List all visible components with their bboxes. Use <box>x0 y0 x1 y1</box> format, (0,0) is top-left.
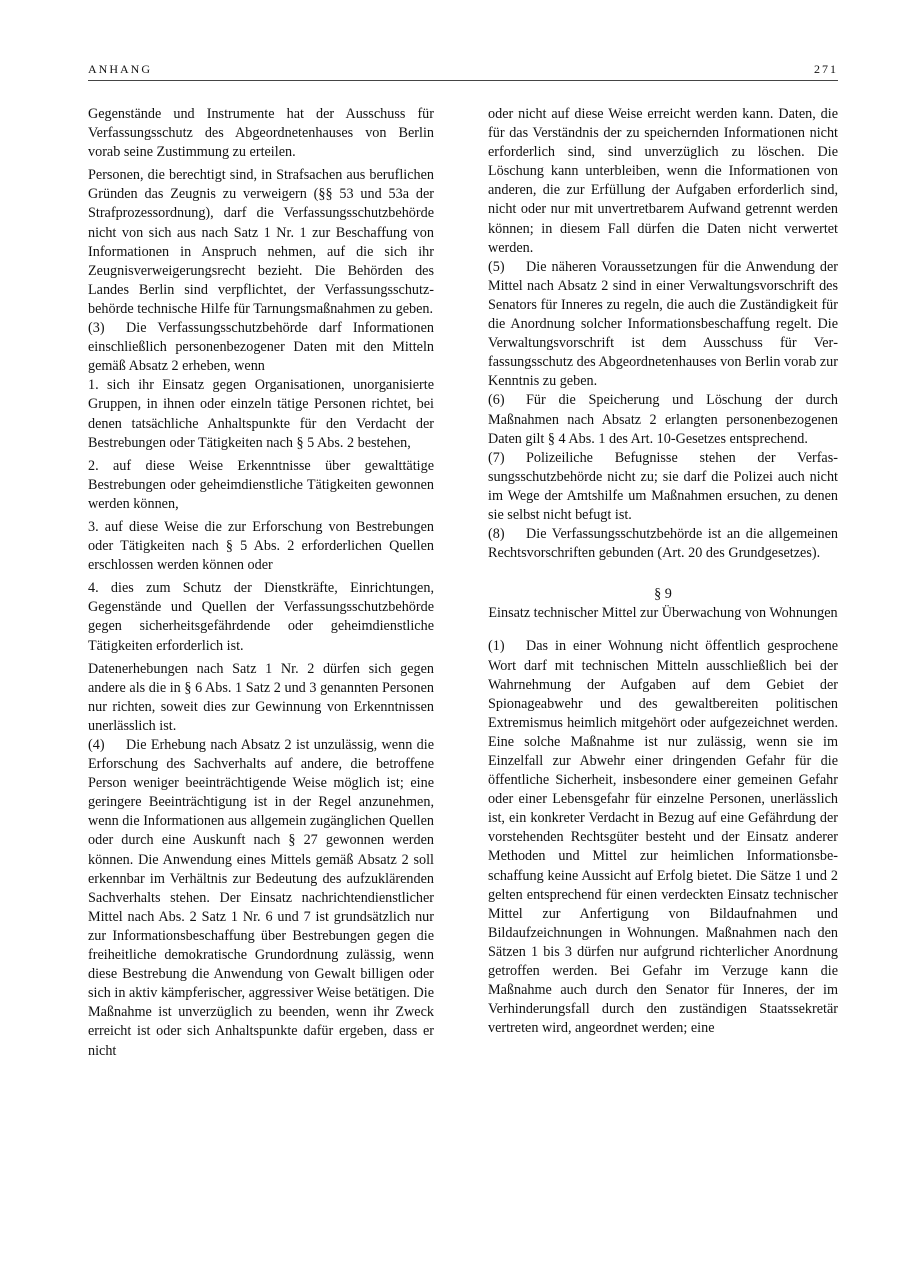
numbered-paragraph <box>488 525 838 563</box>
paragraph-text: Die näheren Voraussetzungen für die Anwendung der Mittel nach Absatz 2 sind in einer Verwaltungsvorschrift des Senators für Inneres zu regeln, die auch die Zuständigkeit für die Anordnung solcher Informationsbeschaffung regelt. Die Verwaltungsvorschrift ist dem Ausschuss für Verfassungsschutz des Abgeordnetenhauses von Berlin vorab zur Kenntnis zu geben. <box>488 258 838 390</box>
paragraph-number: (3) <box>88 320 105 337</box>
list-item: 2. auf diese Weise Erkenntnisse über gewalttätige Bestrebungen oder geheimdienstliche Tätigkeiten gewonnen werden können, <box>88 457 434 512</box>
paragraph-text: Die Erhebung nach Absatz 2 ist unzulässig, wenn die Erforschung des Sachverhalts auf andere, die betroffene Person weniger beeinträchtigende Weise möglich ist; eine geringere Beeinträchtigung ist in der Regel anzunehmen, wenn die Informationen aus allgemein zugänglichen Quellen oder durch eine Auskunft nach § 27 gewonnen werden können. Die Anwendung eines Mittels gemäß Absatz 2 soll erkennbar im Verhältnis zur Bedeutung des aufzuklärenden Sachverhalts stehen. Der Einsatz nachrichtendienstlicher Mittel nach Abs. 2 Satz 1 Nr. 6 und 7 ist grundsätzlich nur zur Informationsbeschaffung über Bestrebungen gegen die freiheitliche demokratische Grundordnung zulässig, wenn diese Bestrebung die Anwendung von Gewalt billigen oder sich in aktiv kämpferischer, aggressiver Weise betätigen. Die Maßnahme ist unverzüglich zu beenden, wenn ihr Zweck erreicht ist oder sich Anhaltspunkte dafür ergeben, dass er nicht <box>88 737 434 1059</box>
paragraph-text: Die Verfassungsschutzbehörde darf Informationen einschließlich personenbezogener Daten mit den Mitteln gemäß Absatz 2 erheben, wenn <box>88 320 434 375</box>
numbered-paragraph <box>488 449 838 525</box>
paragraph-text: Für die Speicherung und Löschung der durch Maßnahmen nach Absatz 2 erlangten personenbezogenen Daten gilt § 4 Abs. 1 des Art. 10-Gesetzes entsprechend. <box>488 392 838 447</box>
running-header <box>88 62 838 81</box>
paragraph-number: (7) <box>488 449 505 466</box>
left-column <box>88 105 434 1061</box>
paragraph-number: (5) <box>488 258 505 275</box>
list-item: 3. auf diese Weise die zur Erforschung von Bestrebungen oder Tätigkeiten nach § 5 Abs. 2 erforderlichen Quellen erschlossen werden können oder <box>88 518 434 574</box>
paragraph-number: (4) <box>88 737 105 753</box>
paragraph: Personen, die berechtigt sind, in Strafsachen aus beruflichen Gründen das Zeugnis zu verweigern (§§ 53 und 53a der Strafprozessordnung), darf die Verfassungsschutzbehörde nicht von sich aus nach Satz 1 Nr. 1 zur Beschaffung von Informationen in Anspruch nehmen, auf die sich ihr Zeugnisverweigerungsrecht bezieht. Die Behörden des Landes Berlin sind verpflichtet, der Verfassungsschutzbehörde technische Hilfe für Tarnungsmaßnahmen zu geben. <box>88 167 434 317</box>
section-number: § 9 <box>654 586 672 603</box>
paragraph-number: (6) <box>488 392 505 409</box>
numbered-paragraph <box>488 391 838 448</box>
list-item: 1. sich ihr Einsatz gegen Organisationen, unorganisierte Gruppen, in ihnen oder einzeln tätige Personen richtet, bei denen tatsächliche Anhaltspunkte für den Verdacht der Bestrebungen oder Tätigkeiten nach § 5 Abs. 2 bestehen, <box>88 377 434 451</box>
numbered-paragraph <box>488 637 838 1038</box>
right-column <box>488 105 838 1038</box>
paragraph: oder nicht auf diese Weise erreicht werden kann. Daten, die für das Verständnis der zu speichernden Informationen nicht erforderlich sind, sind unverzüglich zu löschen. Die Löschung kann unterbleiben, wenn die Informationen von anderen, die zur Erfüllung der Aufgaben erforderlich sind, nicht oder nur mit unvertretbarem Aufwand getrennt werden können; in diesem Fall dürfen die Daten nicht verwertet werden. <box>488 106 838 256</box>
paragraph: Gegenstände und Instrumente hat der Ausschuss für Verfassungsschutz des Abgeordnetenhauses von Berlin vorab seine Zustimmung zu erteilen. <box>88 106 434 161</box>
paragraph-number: (8) <box>488 526 505 543</box>
list-item: 4. dies zum Schutz der Dienstkräfte, Einrichtungen, Gegenstände und Quellen der Verfassungsschutzbehörde gegen sicherheitsgefährdende oder geheimdienstliche Tätigkeiten erforderlich ist. <box>88 580 434 654</box>
paragraph: Datenerhebungen nach Satz 1 Nr. 2 dürfen sich gegen andere als die in § 6 Abs. 1 Satz 2 und 3 genannten Personen nur richten, soweit dies zur Gewinnung von Erkenntnissen unerlässlich ist. <box>88 660 434 734</box>
paragraph-number: (1) <box>488 638 505 655</box>
page-number: 271 <box>814 62 838 76</box>
numbered-paragraph <box>488 258 838 392</box>
numbered-paragraph <box>88 736 434 1061</box>
numbered-paragraph <box>88 319 434 376</box>
section-title: Einsatz technischer Mittel zur Überwachung von Wohnungen <box>488 605 838 622</box>
header-section-title: ANHANG <box>88 62 152 76</box>
paragraph-text: Die Verfassungsschutzbehörde ist an die allgemeinen Rechtsvorschriften gebunden (Art. 20 des Grundgesetzes). <box>488 526 838 562</box>
paragraph-text: Das in einer Wohnung nicht öffentlich gesprochene Wort darf mit technischen Mitteln ausschließlich bei der Wahrnehmung der Aufgaben auf dem Gebiet der Spionageabwehr und des gewaltbereiten politischen Extremismus heimlich mitgehört oder aufgezeichnet werden. Eine solche Maßnahme ist nur zulässig, wenn sie im Einzelfall zur Abwehr einer dringenden Gefahr für die öffentliche Sicherheit, insbesondere einer gemeinen Gefahr oder einer Lebensgefahr für einzelne Personen, unerlässlich ist, ein konkreter Verdacht in Bezug auf eine Gefährdung der vorstehenden Rechtsgüter besteht und der Einsatz anderer Methoden und Mittel zur heimlichen Informationsbeschaffung keine Aussicht auf Erfolg bietet. Die Sätze 1 und 2 gelten entsprechend für einen verdeckten Einsatz technischer Mittel zur Anfertigung von Bildaufnahmen und Bildaufzeichnungen in Wohnungen. Maßnahmen nach den Sätzen 1 bis 3 dürfen nur aufgrund richterlicher Anordnung getroffen werden. Bei Gefahr im Verzuge kann die Maßnahme auch durch den Senator für Inneres, der im Verhinderungsfall durch den zuständigen Staatssekretär vertreten wird, angeordnet werden; eine <box>488 638 838 1037</box>
paragraph-text: Polizeiliche Befugnisse stehen der Verfassungsschutzbehörde nicht zu; sie darf die Polizei auch nicht im Wege der Amtshilfe um Maßnahmen ersuchen, zu denen sie selbst nicht befugt ist. <box>488 449 838 523</box>
